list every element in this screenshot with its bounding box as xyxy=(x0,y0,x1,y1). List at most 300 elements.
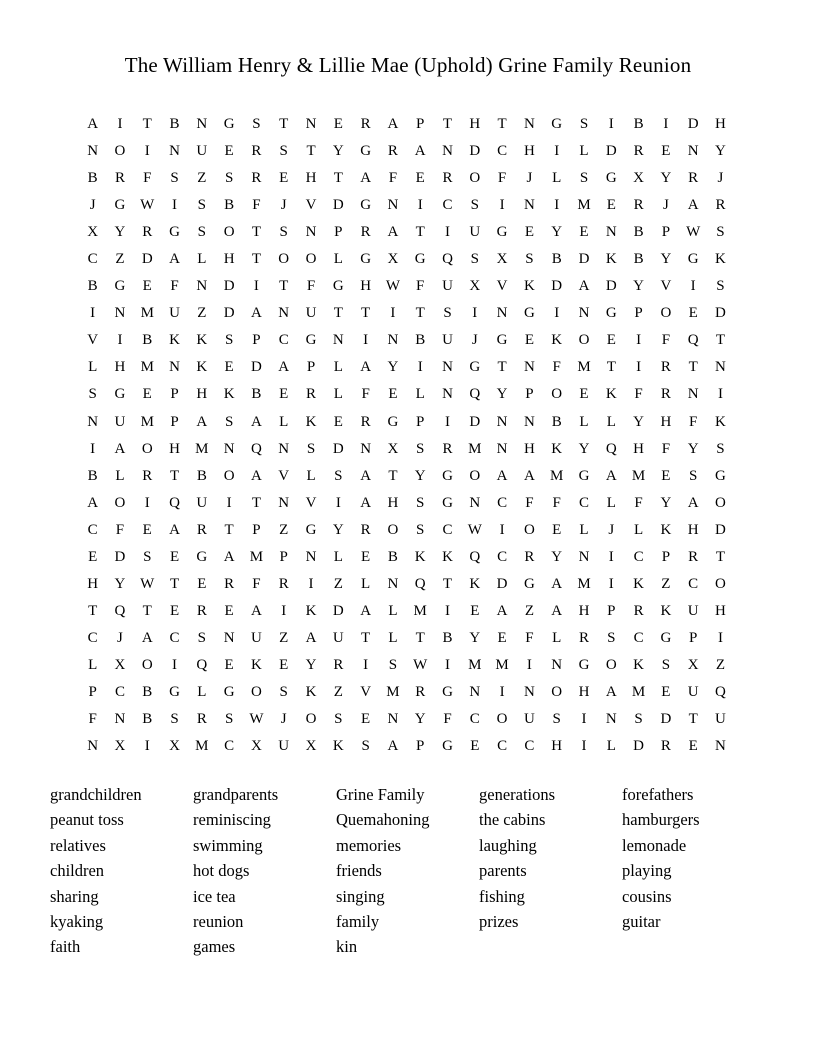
grid-letter: G xyxy=(605,305,617,322)
grid-letter: N xyxy=(578,305,590,322)
grid-letter: Y xyxy=(715,143,726,160)
grid-letter: T xyxy=(688,711,698,728)
grid-letter: U xyxy=(169,305,180,322)
grid-letter: A xyxy=(387,116,399,133)
grid-letter: P xyxy=(634,305,643,322)
grid-letter: E xyxy=(142,521,152,538)
grid-letter: T xyxy=(388,467,398,484)
grid-letter: N xyxy=(223,629,235,646)
grid-letter: Z xyxy=(115,251,125,268)
grid-letter: Y xyxy=(551,224,563,241)
word-list-item: singing xyxy=(336,886,385,906)
grid-letter: K xyxy=(442,548,453,565)
grid-letter: K xyxy=(414,548,426,565)
grid-letter: S xyxy=(197,197,206,214)
grid-letter: D xyxy=(551,278,563,295)
grid-letter: H xyxy=(87,575,99,592)
grid-letter: R xyxy=(142,224,153,241)
word-list-column xyxy=(193,782,336,960)
grid-letter: W xyxy=(686,224,701,241)
word-list-item: Quemahoning xyxy=(336,810,430,830)
grid-letter: I xyxy=(663,116,669,133)
grid-letter: D xyxy=(141,251,153,268)
grid-letter: J xyxy=(471,332,478,349)
grid-letter: M xyxy=(195,738,209,755)
grid-letter: L xyxy=(606,494,616,511)
grid-letter: C xyxy=(633,548,644,565)
grid-letter: G xyxy=(114,197,126,214)
grid-letter: L xyxy=(415,386,425,403)
grid-letter: P xyxy=(279,548,288,565)
grid-letter: N xyxy=(578,548,590,565)
grid-letter: Q xyxy=(715,684,726,700)
grid-letter: R xyxy=(688,170,699,187)
grid-letter: P xyxy=(525,386,534,403)
grid-letter: O xyxy=(305,251,317,268)
grid-letter: F xyxy=(634,494,643,511)
grid-letter: L xyxy=(279,413,289,430)
grid-letter: L xyxy=(552,170,562,187)
grid-letter: E xyxy=(142,386,152,403)
grid-letter: I xyxy=(281,602,287,619)
grid-letter: S xyxy=(579,116,589,133)
grid-letter: S xyxy=(224,332,234,349)
grid-letter: Z xyxy=(197,305,207,322)
grid-letter: C xyxy=(224,738,235,755)
grid-letter: Y xyxy=(414,467,426,484)
grid-letter: J xyxy=(662,197,669,214)
grid-letter: K xyxy=(169,332,180,349)
grid-letter: B xyxy=(251,386,262,403)
grid-letter: H xyxy=(223,251,235,268)
grid-letter: F xyxy=(115,521,125,538)
grid-letter: J xyxy=(526,170,533,187)
grid-letter: I xyxy=(90,440,96,457)
grid-letter: E xyxy=(333,116,343,133)
grid-letter: C xyxy=(497,548,508,565)
grid-letter: L xyxy=(579,413,589,430)
grid-letter: Y xyxy=(332,521,344,538)
grid-letter: C xyxy=(688,575,699,592)
grid-letter: I xyxy=(554,197,560,214)
grid-letter: N xyxy=(332,332,344,349)
grid-letter: U xyxy=(305,305,317,322)
grid-letter: D xyxy=(469,413,481,430)
grid-letter: N xyxy=(442,143,453,160)
grid-letter: S xyxy=(170,711,179,728)
grid-letter: F xyxy=(661,440,671,457)
grid-letter: Z xyxy=(197,170,207,187)
grid-letter: N xyxy=(387,197,399,214)
grid-letter: T xyxy=(442,116,453,133)
grid-letter: I xyxy=(308,575,314,592)
grid-letter: N xyxy=(442,359,453,376)
grid-letter: R xyxy=(578,629,589,646)
grid-letter: A xyxy=(141,629,153,646)
grid-letter: S xyxy=(170,170,179,187)
grid-letter: L xyxy=(388,602,398,619)
grid-letter: S xyxy=(197,224,206,241)
grid-letter: M xyxy=(577,197,591,214)
grid-letter: N xyxy=(523,413,535,430)
grid-letter: T xyxy=(361,305,371,322)
grid-letter: X xyxy=(496,251,508,268)
grid-letter: H xyxy=(633,440,644,457)
grid-letter: F xyxy=(661,332,671,349)
grid-letter: R xyxy=(196,711,207,728)
grid-letter: Q xyxy=(251,440,262,457)
word-list-item: faith xyxy=(50,937,81,957)
word-list-item: parents xyxy=(479,861,527,881)
grid-letter: D xyxy=(469,143,481,160)
grid-letter: Y xyxy=(414,711,426,728)
grid-letter: N xyxy=(715,359,726,376)
grid-letter: W xyxy=(249,711,264,728)
grid-letter: E xyxy=(524,332,534,349)
grid-letter: P xyxy=(607,602,616,619)
grid-letter: D xyxy=(332,602,344,619)
grid-letter: M xyxy=(195,440,209,457)
grid-letter: E xyxy=(688,305,698,322)
grid-letter: J xyxy=(117,629,123,646)
grid-letter: R xyxy=(251,170,262,187)
grid-letter: T xyxy=(333,170,343,187)
grid-letter: H xyxy=(387,494,399,511)
grid-letter: U xyxy=(687,602,699,619)
grid-letter: G xyxy=(578,656,590,673)
grid-letter: E xyxy=(333,413,343,430)
grid-letter: K xyxy=(715,413,726,430)
grid-letter: O xyxy=(114,143,126,160)
grid-letter: E xyxy=(197,575,207,592)
grid-letter: Q xyxy=(687,332,699,349)
grid-letter: A xyxy=(278,359,290,376)
word-list-item: sharing xyxy=(50,886,99,906)
grid-letter: E xyxy=(142,278,152,295)
grid-letter: S xyxy=(224,711,234,728)
grid-letter: S xyxy=(88,386,97,403)
grid-letter: G xyxy=(469,359,481,376)
grid-letter: N xyxy=(114,305,126,322)
grid-letter: I xyxy=(417,359,423,376)
grid-letter: W xyxy=(140,575,155,592)
grid-letter: I xyxy=(526,656,532,673)
grid-letter: R xyxy=(442,440,453,457)
grid-letter: L xyxy=(606,413,616,430)
grid-letter: G xyxy=(360,197,372,214)
grid-letter: R xyxy=(633,602,644,619)
grid-letter: D xyxy=(223,305,235,322)
grid-letter: Y xyxy=(387,359,399,376)
grid-letter: X xyxy=(633,170,644,187)
word-list-column xyxy=(622,782,765,934)
grid-letter: D xyxy=(605,143,617,160)
grid-letter: I xyxy=(717,386,723,403)
grid-letter: L xyxy=(634,521,644,538)
grid-letter: V xyxy=(660,278,672,295)
grid-letter: N xyxy=(387,711,399,728)
grid-letter: M xyxy=(631,467,646,484)
grid-letter: C xyxy=(469,711,480,728)
grid-letter: K xyxy=(715,251,726,268)
grid-letter: T xyxy=(715,332,726,349)
grid-letter: G xyxy=(523,305,535,322)
grid-letter: E xyxy=(470,602,480,619)
grid-letter: O xyxy=(278,251,290,268)
grid-letter: A xyxy=(360,170,372,187)
grid-letter: X xyxy=(251,738,262,755)
grid-letter: C xyxy=(442,197,453,214)
grid-letter: R xyxy=(387,143,398,160)
grid-letter: G xyxy=(169,224,180,241)
grid-letter: A xyxy=(169,251,180,268)
grid-letter: N xyxy=(305,224,317,241)
grid-letter: E xyxy=(661,467,671,484)
grid-letter: I xyxy=(144,494,150,511)
grid-letter: L xyxy=(388,629,398,646)
grid-letter: V xyxy=(305,494,317,511)
grid-letter: B xyxy=(87,170,98,187)
word-list-item: hot dogs xyxy=(193,861,250,881)
word-list-item: forefathers xyxy=(622,785,694,804)
grid-letter: H xyxy=(578,602,590,619)
grid-letter: Z xyxy=(333,684,343,700)
grid-letter: H xyxy=(196,386,208,403)
grid-letter: Q xyxy=(196,656,208,673)
grid-letter: X xyxy=(169,738,180,755)
grid-letter: G xyxy=(305,332,317,349)
grid-letter: T xyxy=(251,224,262,241)
grid-letter: N xyxy=(87,413,99,430)
grid-letter: E xyxy=(169,548,180,565)
grid-letter: B xyxy=(169,116,180,133)
grid-letter: C xyxy=(633,629,644,646)
grid-letter: N xyxy=(278,440,290,457)
grid-letter: E xyxy=(552,521,562,538)
grid-letter: C xyxy=(497,738,508,755)
grid-letter: M xyxy=(631,684,646,700)
letter-grid xyxy=(79,111,734,760)
grid-letter: G xyxy=(496,224,508,241)
word-list-item: peanut toss xyxy=(50,810,124,830)
grid-letter: I xyxy=(608,116,614,133)
grid-letter: Q xyxy=(414,575,426,592)
grid-letter: N xyxy=(442,386,453,403)
grid-letter: W xyxy=(140,197,155,214)
word-list-item: guitar xyxy=(622,911,661,931)
grid-letter: Y xyxy=(660,494,672,511)
grid-letter: Y xyxy=(114,224,126,241)
grid-letter: C xyxy=(578,494,589,511)
grid-letter: G xyxy=(687,251,699,268)
grid-letter: I xyxy=(581,738,587,755)
grid-letter: A xyxy=(551,602,563,619)
grid-letter: D xyxy=(223,278,235,295)
grid-letter: P xyxy=(661,224,671,241)
grid-letter: E xyxy=(661,143,671,160)
word-list-item: kin xyxy=(336,937,358,957)
grid-letter: P xyxy=(334,224,343,241)
grid-letter: I xyxy=(390,305,396,322)
grid-letter: E xyxy=(579,386,589,403)
grid-letter: I xyxy=(581,711,587,728)
grid-letter: C xyxy=(87,251,98,268)
grid-letter: I xyxy=(717,629,723,646)
grid-letter: K xyxy=(305,602,317,619)
grid-letter: K xyxy=(332,738,344,755)
grid-letter: F xyxy=(88,711,97,728)
grid-letter: L xyxy=(197,684,207,700)
grid-letter: X xyxy=(305,738,317,755)
grid-letter: U xyxy=(196,494,208,511)
grid-letter: V xyxy=(278,467,290,484)
grid-letter: K xyxy=(551,332,563,349)
word-list-item: the cabins xyxy=(479,810,546,830)
grid-letter: A xyxy=(114,440,126,457)
grid-letter: O xyxy=(387,521,399,538)
grid-letter: H xyxy=(687,521,699,538)
grid-letter: P xyxy=(661,548,671,565)
grid-letter: L xyxy=(579,521,589,538)
grid-letter: A xyxy=(169,521,180,538)
grid-letter: R xyxy=(360,116,371,133)
grid-letter: G xyxy=(523,575,535,592)
grid-letter: T xyxy=(442,575,453,592)
grid-letter: P xyxy=(170,413,179,430)
word-list-item: Grine Family xyxy=(336,785,425,804)
grid-letter: N xyxy=(387,332,399,349)
grid-letter: Y xyxy=(633,413,644,430)
grid-letter: N xyxy=(687,143,699,160)
grid-letter: N xyxy=(278,494,290,511)
grid-letter: T xyxy=(142,602,152,619)
word-list-item: memories xyxy=(336,835,402,855)
grid-letter: J xyxy=(280,197,287,214)
grid-letter: C xyxy=(169,629,180,646)
grid-letter: Y xyxy=(551,548,563,565)
grid-letter: N xyxy=(360,440,372,457)
word-list-item: generations xyxy=(479,785,556,804)
grid-letter: L xyxy=(88,656,98,673)
grid-letter: F xyxy=(525,494,534,511)
word-list-column xyxy=(479,782,622,934)
grid-letter: I xyxy=(417,197,423,214)
grid-letter: O xyxy=(223,224,235,241)
grid-letter: E xyxy=(279,170,289,187)
grid-letter: N xyxy=(87,143,99,160)
grid-letter: E xyxy=(224,143,234,160)
grid-letter: D xyxy=(332,440,344,457)
grid-letter: Y xyxy=(114,575,126,592)
grid-letter: F xyxy=(306,278,316,295)
grid-letter: G xyxy=(442,738,453,755)
grid-letter: E xyxy=(279,386,289,403)
grid-letter: O xyxy=(715,494,726,511)
grid-letter: A xyxy=(360,467,372,484)
grid-letter: T xyxy=(497,116,507,133)
grid-letter: P xyxy=(416,738,425,755)
grid-letter: N xyxy=(523,197,535,214)
grid-letter: Z xyxy=(661,575,671,592)
grid-letter: L xyxy=(197,251,207,268)
grid-letter: G xyxy=(660,629,672,646)
grid-letter: T xyxy=(251,494,262,511)
grid-letter: I xyxy=(690,278,696,295)
grid-letter: O xyxy=(551,386,563,403)
grid-letter: Y xyxy=(496,386,508,403)
grid-letter: G xyxy=(360,143,372,160)
grid-letter: F xyxy=(525,629,534,646)
grid-letter: O xyxy=(605,656,617,673)
grid-letter: I xyxy=(608,575,614,592)
word-list-column xyxy=(50,782,193,960)
grid-letter: E xyxy=(224,656,234,673)
grid-letter: N xyxy=(469,684,481,700)
word-list-item: prizes xyxy=(479,911,519,931)
grid-letter: I xyxy=(172,197,178,214)
grid-letter: W xyxy=(467,521,482,538)
grid-letter: Q xyxy=(469,386,481,403)
grid-letter: N xyxy=(196,278,208,295)
grid-letter: I xyxy=(253,278,259,295)
grid-letter: S xyxy=(716,224,725,241)
grid-letter: E xyxy=(606,197,616,214)
grid-letter: D xyxy=(578,251,590,268)
grid-letter: L xyxy=(552,629,562,646)
grid-letter: X xyxy=(114,738,126,755)
word-list-item: cousins xyxy=(622,886,672,906)
grid-letter: R xyxy=(360,224,371,241)
grid-letter: L xyxy=(88,359,98,376)
word-list-item: grandparents xyxy=(193,785,279,804)
grid-letter: S xyxy=(334,467,343,484)
grid-letter: A xyxy=(87,494,99,511)
grid-letter: M xyxy=(140,305,154,322)
grid-letter: S xyxy=(416,494,425,511)
grid-letter: Z xyxy=(333,575,343,592)
grid-letter: F xyxy=(170,278,179,295)
grid-letter: Y xyxy=(687,440,699,457)
grid-letter: A xyxy=(551,575,563,592)
word-list-item: family xyxy=(336,911,380,931)
grid-letter: M xyxy=(386,684,400,700)
grid-letter: D xyxy=(496,575,508,592)
grid-letter: X xyxy=(387,440,399,457)
grid-letter: J xyxy=(717,170,724,187)
grid-letter: A xyxy=(605,684,617,700)
grid-letter: N xyxy=(496,440,508,457)
grid-letter: U xyxy=(332,629,344,646)
grid-letter: U xyxy=(469,224,481,241)
grid-letter: S xyxy=(197,629,206,646)
grid-letter: M xyxy=(577,575,591,592)
grid-letter: I xyxy=(554,143,560,160)
word-list-item: ice tea xyxy=(193,886,236,906)
word-list-item: kyaking xyxy=(50,911,104,931)
grid-letter: N xyxy=(469,494,481,511)
grid-letter: B xyxy=(142,332,153,349)
grid-letter: G xyxy=(169,684,180,700)
grid-letter: R xyxy=(442,170,453,187)
grid-letter: L xyxy=(333,359,343,376)
grid-letter: E xyxy=(661,684,671,700)
word-list-item: laughing xyxy=(479,835,537,855)
grid-letter: J xyxy=(89,197,96,214)
grid-letter: K xyxy=(551,440,563,457)
grid-letter: Y xyxy=(660,251,672,268)
grid-letter: I xyxy=(472,305,478,322)
grid-letter: R xyxy=(306,386,317,403)
